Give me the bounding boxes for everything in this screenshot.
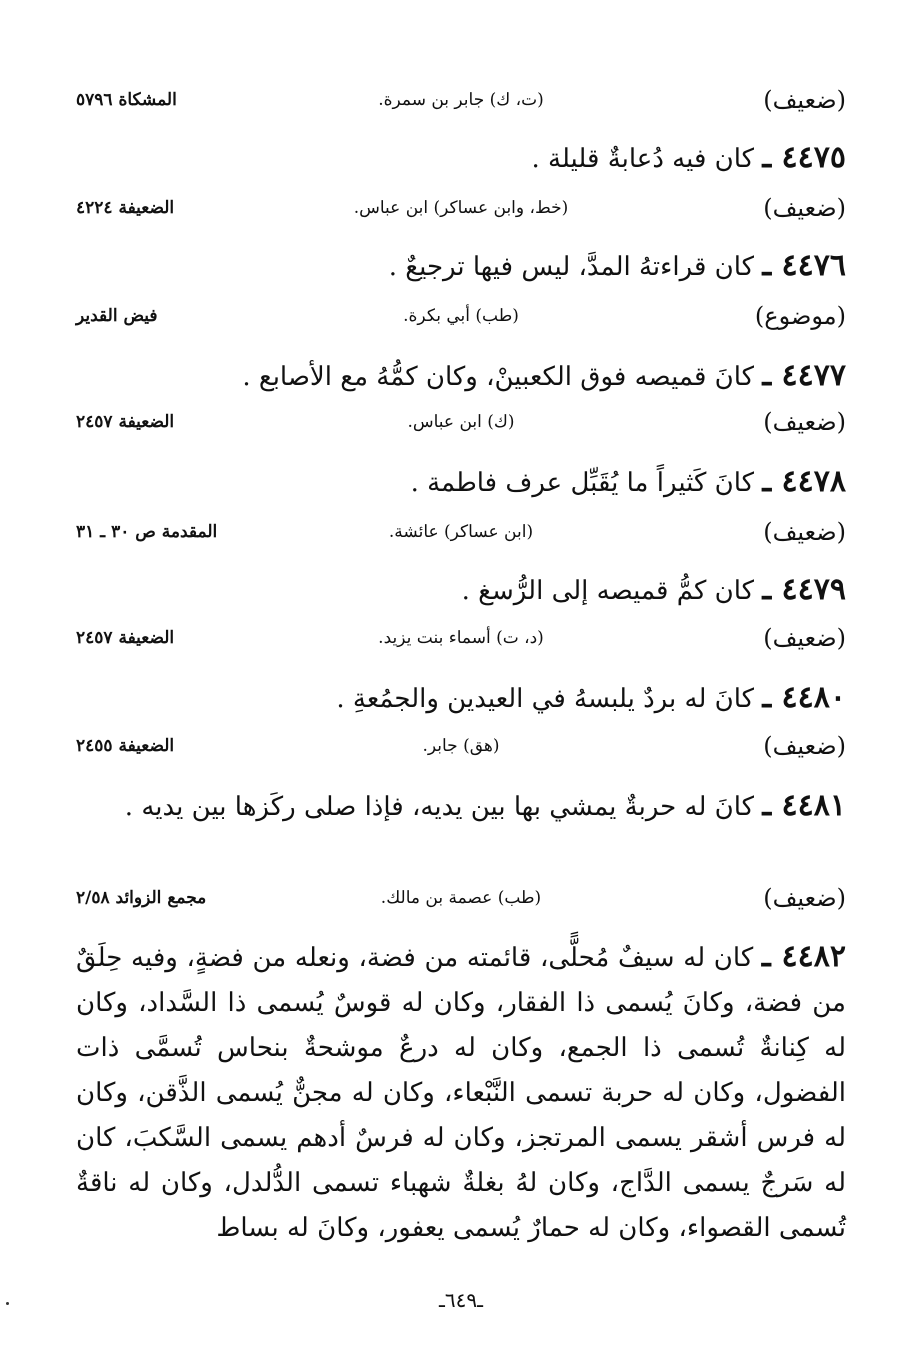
hadith-number: ٤٤٧٥ ـ bbox=[762, 140, 846, 175]
hadith-text: كان كمُّ قميصه إلى الرُّسغ . bbox=[461, 576, 755, 606]
grading-line bbox=[76, 620, 846, 656]
reference-text: مجمع الزوائد ٢/٥٨ bbox=[76, 888, 207, 908]
hadith-text: كان فيه دُعابةٌ قليلة . bbox=[531, 144, 755, 174]
source-text: (طب) عصمة بن مالك. bbox=[380, 888, 542, 908]
source-text: (ت، ك) جابر بن سمرة. bbox=[378, 90, 544, 110]
hadith-number: ٤٤٧٦ ـ bbox=[762, 248, 846, 283]
grading-line bbox=[76, 880, 846, 916]
hadith-text: كانَ له حربةٌ يمشي بها بين يديه، فإذا صلى ركَزها بين يديه . bbox=[124, 792, 755, 822]
source-text: (ك) ابن عباس. bbox=[407, 412, 515, 432]
grade-label: (ضعيف) bbox=[763, 194, 846, 222]
hadith-number: ٤٤٧٩ ـ bbox=[762, 572, 846, 607]
hadith-entry bbox=[76, 672, 846, 725]
grading-line bbox=[76, 190, 846, 226]
source-text: (هق) جابر. bbox=[422, 736, 500, 756]
grading-line bbox=[76, 514, 846, 550]
reference-text: فيض القدير bbox=[76, 306, 158, 326]
grading-line bbox=[76, 82, 846, 118]
hadith-entry bbox=[76, 240, 846, 293]
hadith-text: كان قراءتهُ المدَّ، ليس فيها ترجيعٌ . bbox=[388, 252, 755, 282]
reference-text: المقدمة ص ٣٠ ـ ٣١ bbox=[76, 522, 218, 542]
grading-line bbox=[76, 728, 846, 764]
hadith-number: ٤٤٨١ ـ bbox=[762, 788, 846, 823]
hadith-number: ٤٤٨٢ ـ bbox=[761, 939, 846, 974]
source-text: (د، ت) أسماء بنت يزيد. bbox=[378, 628, 544, 648]
grade-label: (ضعيف) bbox=[763, 408, 846, 436]
hadith-entry bbox=[76, 934, 846, 1251]
hadith-text: كان له سيفٌ مُحلًّى، قائمته من فضة، ونعله من فضةٍ، وفيه حِلَقٌ من فضة، وكانَ يُسمى ذا الفقار، وكان له قوسٌ يُسمى ذا السَّداد، وكان له كِنانةٌ تُسمى ذا الجمع، وكان له درعٌ موشحةٌ بنحاس تُسمَّى ذات الفضول، وكان له حربة تسمى النَّبْعاء، وكان له مجنٌّ يُسمى الذَّقن، وكان له فرس أشقر يسمى المرتجز، وكان له فرسٌ أدهم يسمى السَّكبَ، كان له سَرجٌ يسمى الدَّاج، وكان لهُ بغلةٌ شهباء تسمى الدُّلدل، وكان له ناقةٌ تُسمى القصواء، وكان له حمارٌ يُسمى يعفور، وكانَ له بساط bbox=[76, 943, 846, 1243]
grade-label: (ضعيف) bbox=[763, 732, 846, 760]
reference-text: المشكاة ٥٧٩٦ bbox=[76, 90, 177, 110]
grade-label: (ضعيف) bbox=[763, 518, 846, 546]
grade-label: (موضوع) bbox=[754, 302, 846, 330]
reference-text: الضعيفة ٤٢٢٤ bbox=[76, 198, 175, 218]
page-number: ـ٦٤٩ـ bbox=[439, 1288, 483, 1312]
grade-label: (ضعيف) bbox=[763, 884, 846, 912]
hadith-number: ٤٤٨٠ ـ bbox=[762, 680, 846, 715]
hadith-number: ٤٤٧٧ ـ bbox=[762, 358, 846, 393]
hadith-text: كانَ كَثيراً ما يُقَبِّل عرف فاطمة . bbox=[410, 468, 755, 498]
hadith-number: ٤٤٧٨ ـ bbox=[762, 464, 846, 499]
reference-text: الضعيفة ٢٤٥٧ bbox=[76, 412, 175, 432]
source-text: (خط، وابن عساكر) ابن عباس. bbox=[353, 198, 569, 218]
grading-line bbox=[76, 298, 846, 334]
hadith-entry bbox=[76, 780, 846, 833]
hadith-entry bbox=[76, 132, 846, 185]
grade-label: (ضعيف) bbox=[763, 624, 846, 652]
hadith-text: كانَ قميصه فوق الكعبينْ، وكان كمُّهُ مع الأصابع . bbox=[242, 362, 755, 392]
grading-line bbox=[76, 404, 846, 440]
hadith-entry bbox=[76, 564, 846, 617]
hadith-text: كانَ له بردٌ يلبسهُ في العيدين والجمُعةِ . bbox=[336, 684, 755, 714]
margin-dot bbox=[6, 1302, 9, 1305]
source-text: (ابن عساكر) عائشة. bbox=[388, 522, 534, 542]
source-text: (طب) أبي بكرة. bbox=[403, 306, 519, 326]
hadith-entry bbox=[76, 350, 846, 403]
reference-text: الضعيفة ٢٤٥٥ bbox=[76, 736, 175, 756]
grade-label: (ضعيف) bbox=[763, 86, 846, 114]
reference-text: الضعيفة ٢٤٥٧ bbox=[76, 628, 175, 648]
hadith-entry bbox=[76, 456, 846, 509]
